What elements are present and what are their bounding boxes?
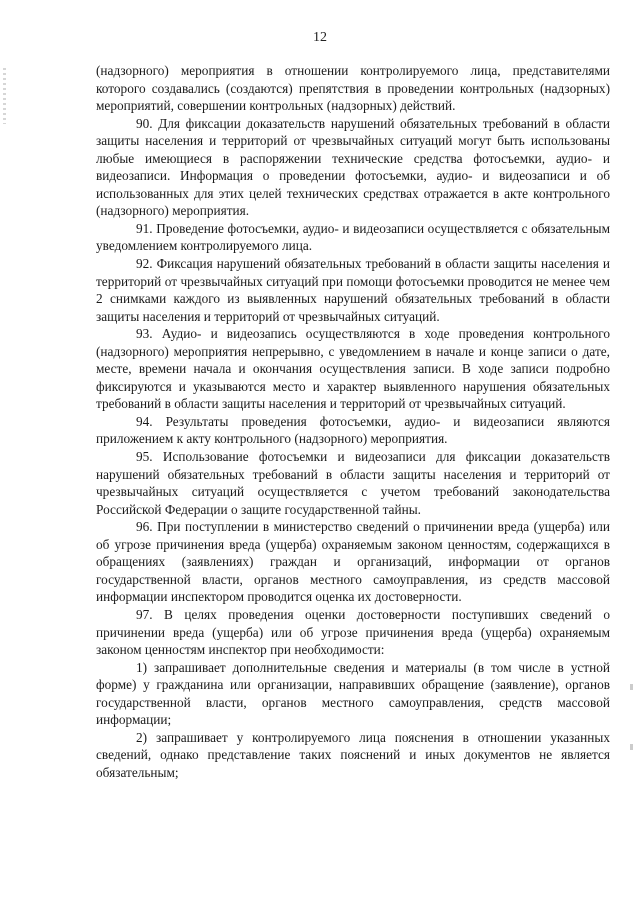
list-item-1: 1) запрашивает дополнительные сведения и материалы (в том числе в устной форме) у гражданина или организации, направивших обращение (заявление), органов государственной власти, органов местного самоуправления, средств массовой информации; [96,659,610,728]
paragraph-continuation: (надзорного) мероприятия в отношении контролируемого лица, представителями которого создавались (создаются) препятствия в проведении контрольных (надзорных) мероприятий, совершении контрольных (надзорных) действий. [96,63,610,114]
document-body [96,62,610,781]
paragraph-92: 92. Фиксация нарушений обязательных требований в области защиты населения и территорий от чрезвычайных ситуаций при помощи фотосъемки проводится не менее чем 2 снимками каждого из выявленных нарушений обязательных требований в области защиты населения и территорий от чрезвычайных ситуаций. [96,256,610,324]
scan-edge-mark [630,744,633,750]
paragraph-95: 95. Использование фотосъемки и видеозаписи для фиксации доказательств нарушений обязательных требований в области защиты населения и территорий от чрезвычайных ситуаций осуществляется с учетом требований законодательства Российской Федерации о защите государственной тайны. [96,449,610,517]
paragraph-91: 91. Проведение фотосъемки, аудио- и видеозаписи осуществляется с обязательным уведомлением контролируемого лица. [96,220,610,254]
paragraph-97: 97. В целях проведения оценки достоверности поступивших сведений о причинении вреда (ущерба) или об угрозе причинения вреда (ущерба) охраняемым законом ценностям инспектор при необходимости: [96,606,610,658]
paragraph-94: 94. Результаты проведения фотосъемки, аудио- и видеозаписи являются приложением к акту контрольного (надзорного) мероприятия. [96,413,610,447]
paragraph-93: 93. Аудио- и видеозапись осуществляются в ходе проведения контрольного (надзорного) мероприятия непрерывно, с уведомлением в начале и конце записи о дате, месте, времени начала и окончания осуществления записи. В ходе записи подробно фиксируются и указываются место и характер выявленного нарушения обязательных требований в области защиты населения и территорий от чрезвычайных ситуаций. [96,326,610,412]
scan-margin-mark [3,68,6,124]
paragraph-90: 90. Для фиксации доказательств нарушений обязательных требований в области защиты населения и территорий от чрезвычайных ситуаций могут быть использованы любые имеющиеся в распоряжении технические средства фотосъемки, аудио- и видеозаписи. Информация о проведении фотосъемки, аудио- и видеозаписи и об использованных для этих целей технических средствах отражается в акте контрольного (надзорного) мероприятия. [96,115,610,219]
scan-edge-mark [630,684,633,690]
page-number: 12 [313,30,327,45]
paragraph-96: 96. При поступлении в министерство сведений о причинении вреда (ущерба) или об угрозе причинения вреда (ущерба) охраняемым законом ценностям, содержащихся в обращениях (заявлениях) граждан и организаций, информации от органов государственной власти, органов местного самоуправления, из средств массовой информации инспектором проводится оценка их достоверности. [96,519,610,605]
list-item-2: 2) запрашивает у контролируемого лица пояснения в отношении указанных сведений, однако представление таких пояснений и иных документов не является обязательным; [96,729,610,780]
